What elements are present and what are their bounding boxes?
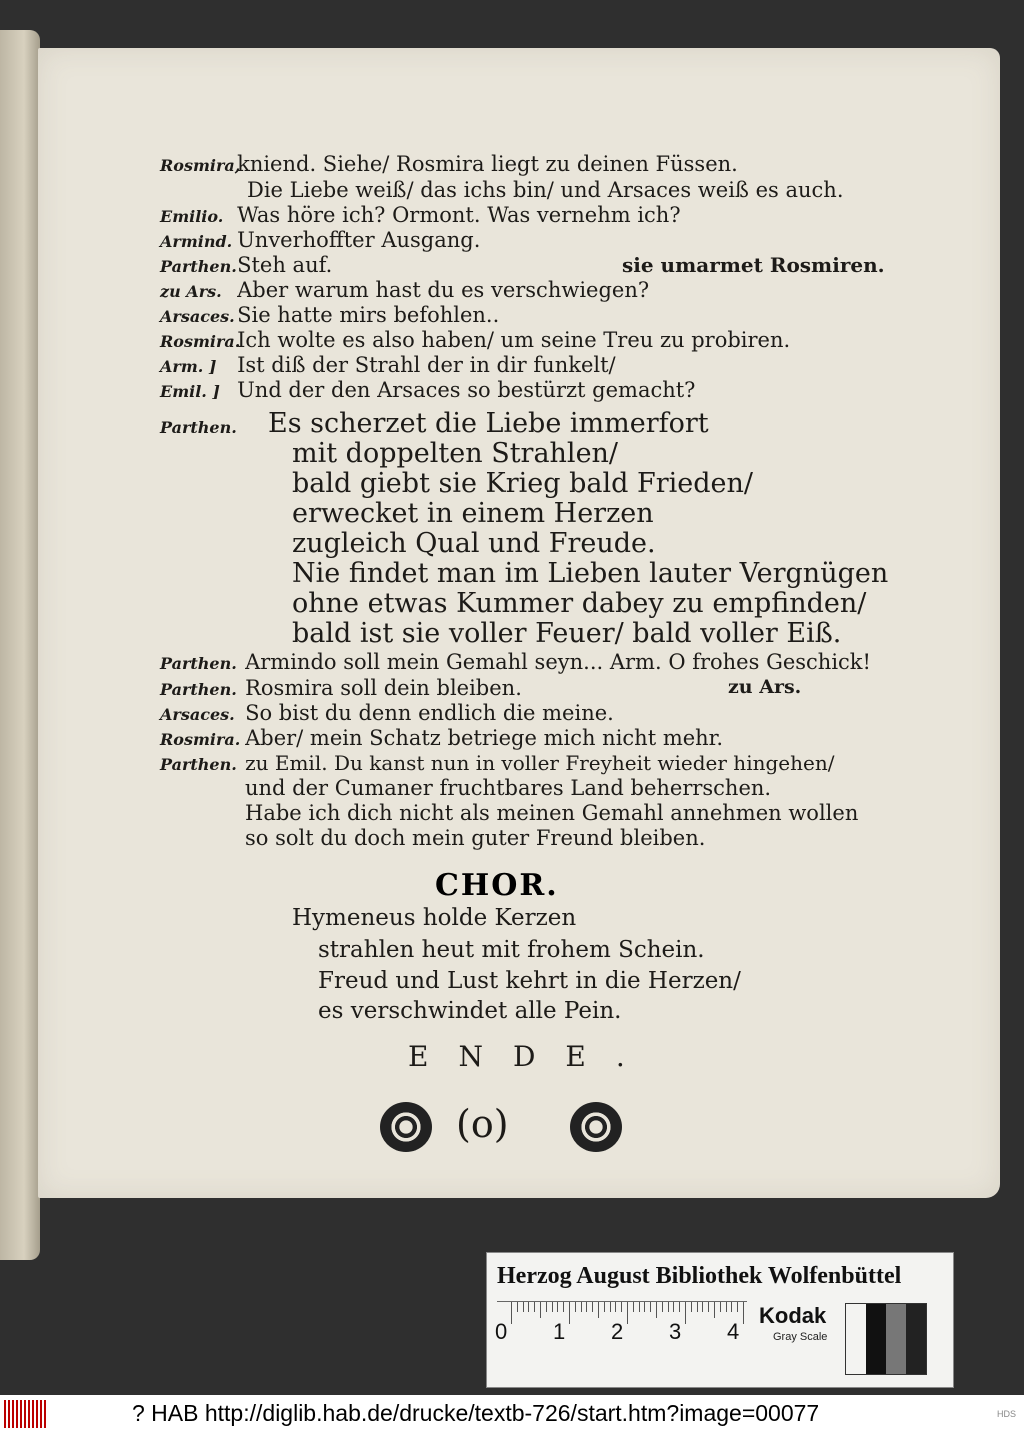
- ruler-tick: [604, 1302, 605, 1312]
- chor-line: strahlen heut mit frohem Schein.: [318, 937, 705, 963]
- dialogue-line: [160, 152, 738, 176]
- line-text: Rosmira soll dein bleiben.: [245, 676, 522, 700]
- library-gray-scale-card: [486, 1252, 954, 1388]
- line-text: so solt du doch mein guter Freund bleiben.: [245, 826, 706, 850]
- speaker-name: Parthen.: [160, 257, 237, 276]
- speaker-name: Parthen.: [160, 755, 237, 774]
- left-page-edge: [0, 30, 40, 1260]
- dialogue-line: [247, 178, 844, 202]
- dialogue-line: [160, 701, 614, 725]
- ruler-tick: [563, 1302, 564, 1312]
- aria-line: Nie findet man im Lieben lauter Vergnügen: [292, 558, 889, 589]
- gray-swatch: [845, 1303, 927, 1375]
- speaker-name: Parthen.: [160, 654, 237, 673]
- stage-direction: zu Ars.: [728, 676, 802, 698]
- ruler-tick: [534, 1302, 535, 1312]
- dialogue-line: [160, 650, 871, 674]
- line-text: Armindo soll mein Gemahl seyn... Arm. O frohes Geschick!: [245, 650, 871, 674]
- speaker-name: Emilio.: [160, 207, 224, 226]
- line-text: zu Emil. Du kanst nun in voller Freyheit wieder hingehen/: [245, 751, 835, 775]
- ruler-tick: [679, 1302, 680, 1312]
- speaker-name: Rosmira.: [160, 730, 241, 749]
- line-text: So bist du denn endlich die meine.: [245, 701, 614, 725]
- ruler-tick: [639, 1302, 640, 1312]
- ruler-tick: [569, 1302, 570, 1324]
- ruler-tick: [726, 1302, 727, 1312]
- ruler-tick: [697, 1302, 698, 1312]
- speaker-name: Arsaces.: [160, 307, 235, 326]
- ornament-text: (o): [456, 1102, 509, 1146]
- swatch-black: [866, 1304, 886, 1374]
- chor-heading: CHOR.: [435, 868, 559, 903]
- dialogue-line: [160, 676, 522, 700]
- ruler-tick: [610, 1302, 611, 1312]
- flower-ornament-icon: [570, 1102, 622, 1152]
- chor-line: Freud und Lust kehrt in die Herzen/: [318, 968, 741, 994]
- line-text: Habe ich dich nicht als meinen Gemahl annehmen wollen: [245, 801, 859, 825]
- aria-line: Es scherzet die Liebe immerfort: [268, 408, 709, 439]
- line-text: kniend. Siehe/ Rosmira liegt zu deinen Füssen.: [237, 152, 738, 176]
- dialogue-line: [160, 303, 499, 327]
- dialogue-line: [160, 726, 723, 750]
- ruler-tick: [633, 1302, 634, 1312]
- speaker-name: Parthen.: [160, 680, 237, 699]
- ruler-tick: [644, 1302, 645, 1312]
- dialogue-line: [160, 328, 790, 352]
- footer-url[interactable]: ? HAB http://diglib.hab.de/drucke/textb-726/start.htm?image=00077: [132, 1400, 820, 1426]
- ruler-tick: [621, 1302, 622, 1312]
- ruler-tick: [737, 1302, 738, 1312]
- line-text: Aber warum hast du es verschwiegen?: [237, 278, 650, 302]
- ruler-tick: [708, 1302, 709, 1312]
- dialogue-line: [160, 278, 649, 302]
- aria-line: zugleich Qual und Freude.: [292, 528, 656, 559]
- ruler-tick: [575, 1302, 576, 1312]
- ruler-tick: [598, 1302, 599, 1318]
- aria-line: mit doppelten Strahlen/: [292, 438, 619, 469]
- line-text: Aber/ mein Schatz betriege mich nicht mehr.: [245, 726, 724, 750]
- ruler-tick: [743, 1302, 744, 1324]
- dialogue-line: [160, 253, 332, 277]
- ruler-tick: [720, 1302, 721, 1312]
- stage-direction: sie umarmet Rosmiren.: [622, 253, 885, 277]
- ende-text: ENDE.: [408, 1040, 655, 1073]
- ruler-tick: [586, 1302, 587, 1312]
- library-name: Herzog August Bibliothek Wolfenbüttel: [497, 1263, 902, 1289]
- line-text: Ich wolte es also haben/ um seine Treu zu probiren.: [237, 328, 791, 352]
- ruler-number: 3: [669, 1319, 682, 1344]
- ruler-tick: [528, 1302, 529, 1312]
- dialogue-line: [160, 228, 480, 252]
- aria-line: bald ist sie voller Feuer/ bald voller Eiß.: [292, 618, 842, 649]
- swatch-dark: [906, 1304, 926, 1374]
- speaker-name: Rosmira.: [160, 332, 241, 351]
- line-text: Was höre ich? Ormont. Was vernehm ich?: [237, 203, 681, 227]
- line-text: Und der den Arsaces so bestürzt gemacht?: [237, 378, 696, 402]
- speaker-name: Parthen.: [160, 418, 237, 437]
- dialogue-line: [160, 378, 695, 402]
- ruler-number: 4: [727, 1319, 740, 1344]
- ruler-tick: [540, 1302, 541, 1318]
- footer-bar: [0, 1395, 1024, 1434]
- aria-line: bald giebt sie Krieg bald Frieden/: [292, 468, 753, 499]
- tailpiece-ornament: [380, 1100, 630, 1160]
- ruler-tick: [511, 1302, 512, 1324]
- chor-line: es verschwindet alle Pein.: [318, 998, 622, 1024]
- ruler-tick: [714, 1302, 715, 1318]
- footer-mark: HDS: [996, 1409, 1016, 1419]
- line-text: und der Cumaner fruchtbares Land beherrschen.: [245, 776, 772, 800]
- speaker-name: Emil. ]: [160, 382, 220, 401]
- ruler-tick: [702, 1302, 703, 1312]
- ruler-tick: [668, 1302, 669, 1312]
- line-text: Ist diß der Strahl der in dir funkelt/: [237, 353, 616, 377]
- ruler-tick: [592, 1302, 593, 1312]
- ruler-tick: [557, 1302, 558, 1312]
- chor-line: Hymeneus holde Kerzen: [292, 905, 577, 931]
- ruler-tick: [650, 1302, 651, 1312]
- line-text: Die Liebe weiß/ das ichs bin/ und Arsaces weiß es auch.: [247, 178, 844, 202]
- ruler-tick: [673, 1302, 674, 1312]
- speaker-name: Rosmira,: [160, 156, 241, 175]
- ruler-tick: [615, 1302, 616, 1312]
- ruler-tick: [546, 1302, 547, 1312]
- gray-scale-label: Gray Scale: [773, 1331, 828, 1343]
- ruler-tick: [685, 1302, 686, 1324]
- ruler-number: 1: [553, 1319, 566, 1344]
- ruler-tick: [627, 1302, 628, 1324]
- aria-line: erwecket in einem Herzen: [292, 498, 654, 529]
- aria-line: ohne etwas Kummer dabey zu empfinden/: [292, 588, 867, 619]
- dialogue-line: [160, 751, 834, 775]
- ruler-tick: [731, 1302, 732, 1312]
- dialogue-line: [160, 353, 616, 377]
- speaker-name: zu Ars.: [160, 282, 222, 301]
- line-text: Unverhoffter Ausgang.: [237, 228, 481, 252]
- ruler-tick: [691, 1302, 692, 1312]
- line-text: Steh auf.: [237, 253, 333, 277]
- dialogue-line: [160, 203, 681, 227]
- line-text: Sie hatte mirs befohlen..: [237, 303, 500, 327]
- ruler-tick: [517, 1302, 518, 1312]
- swatch-gray: [886, 1304, 906, 1374]
- ruler-tick: [552, 1302, 553, 1312]
- hab-logo-icon: [4, 1400, 46, 1428]
- ruler-number: 0: [495, 1319, 508, 1344]
- ruler-tick: [662, 1302, 663, 1312]
- ruler-number: 2: [611, 1319, 624, 1344]
- speaker-name: Arm. ]: [160, 357, 217, 376]
- flower-ornament-icon: [380, 1102, 432, 1152]
- speaker-name: Armind.: [160, 232, 233, 251]
- kodak-logo: Kodak: [759, 1303, 827, 1328]
- ruler-tick: [581, 1302, 582, 1312]
- speaker-name: Arsaces.: [160, 705, 235, 724]
- swatch-white: [846, 1304, 866, 1374]
- ruler-tick: [523, 1302, 524, 1312]
- ruler-tick: [656, 1302, 657, 1318]
